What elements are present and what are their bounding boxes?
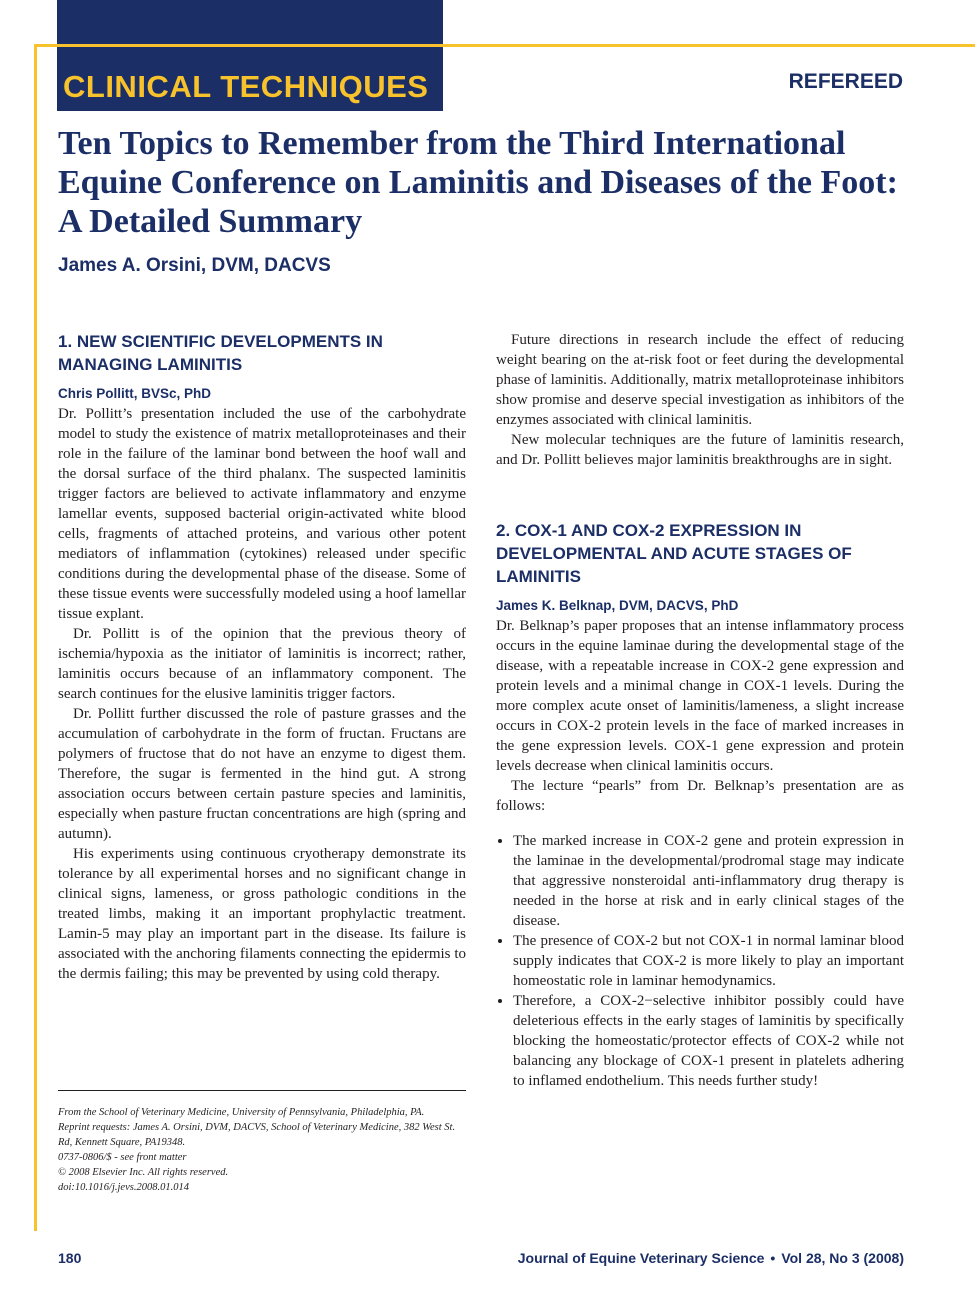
refereed-label: REFEREED (788, 70, 903, 93)
paragraph: Future directions in research include the effect of reducing weight bearing on the at-risk foot or feet during the developmental phase of laminitis. Additionally, matrix metalloproteinase inhibitors show promise and deserve special investigation as inhibitors of the enzymes associated with clinical laminitis. (496, 332, 904, 428)
gold-horizontal-rule (34, 44, 975, 47)
article-author: James A. Orsini, DVM, DACVS (58, 255, 331, 276)
page-number: 180 (58, 1250, 82, 1266)
paragraph: The lecture “pearls” from Dr. Belknap’s presentation are as follows: (496, 778, 904, 814)
section-1-heading: 1. NEW SCIENTIFIC DEVELOPMENTS IN MANAGING LAMINITIS (58, 332, 383, 374)
journal-name: Journal of Equine Veterinary Science (517, 1250, 765, 1266)
footnote-doi: doi:10.1016/j.jevs.2008.01.014 (58, 1182, 189, 1193)
footnote-copyright: © 2008 Elsevier Inc. All rights reserved. (58, 1167, 229, 1178)
section-2-presenter: James K. Belknap, DVM, DACVS, PhD (496, 598, 739, 613)
footnote-divider (58, 1090, 466, 1091)
footnote-reprint: Reprint requests: James A. Orsini, DVM, DACVS, School of Veterinary Medicine, 382 West St. Rd, Kennett Square, PA19348. (58, 1122, 456, 1148)
list-item: • The presence of COX-2 but not COX-1 in normal laminar blood supply indicates that COX-2 is more likely to play an important homeostatic role in laminar hemodynamics. (513, 931, 904, 991)
left-column (58, 330, 466, 984)
section-2-heading: 2. COX-1 AND COX-2 EXPRESSION IN DEVELOPMENTAL AND ACUTE STAGES OF LAMINITIS (496, 521, 852, 586)
section-banner (57, 0, 443, 111)
footnotes (58, 1105, 466, 1195)
article-title: Ten Topics to Remember from the Third International Equine Conference on Laminitis and Diseases of the Foot: A Detailed Summary (58, 125, 898, 240)
paragraph: Dr. Pollitt’s presentation included the use of the carbohydrate model to study the existence of matrix metalloproteinases and their role in the failure of the laminar bond between the hoof wall and the dorsal surface of the third phalanx. The suspected laminitis trigger factors are believed to activate inflammatory and enzyme lamellar events, supposed bacterial origin-activated white blood cells, fragments of attached proteins, and various other potent mediators of inflammation (cytokines) released under specific conditions during the developmental phase of the disease. Some of these tissue events were successfully modeled using a hoof lamellar tissue explant. (58, 406, 466, 622)
paragraph: Dr. Belknap’s paper proposes that an intense inflammatory process occurs in the equine laminae during the developmental stage of the disease, with a repeatable increase in COX-2 gene expression and protein levels and a minimal change in COX-1 levels. During the more complex acute onset of laminitis/lameness, a slight increase occurs in COX-2 protein levels in the face of marked increases in the gene expression levels. COX-1 gene expression and protein levels decrease when clinical laminitis occurs. (496, 618, 904, 774)
paragraph: Dr. Pollitt is of the opinion that the previous theory of ischemia/hypoxia as the initiator of laminitis is incorrect; rather, laminitis occurs because of an inflammatory component. The search continues for the elusive laminitis trigger factors. (58, 626, 466, 702)
pearls-list (496, 831, 904, 1091)
bullet-separator: • (770, 1250, 776, 1266)
paragraph: His experiments using continuous cryotherapy demonstrate its tolerance by all experimental horses and no significant change in clinical signs, lameness, or gross pathologic conditions in the treated limbs, making it an important prophylactic treatment. Lamin-5 may play an important part in the disease. Its failure is associated with the anchoring filaments connecting the epidermis to the dermis failing; this may be prevented by using cold therapy. (58, 846, 466, 982)
list-item: • Therefore, a COX-2−selective inhibitor possibly could have deleterious effects in the early stages of laminitis by specifically blocking the homeostatic/protector effects of COX-2 while not balancing any blockage of COX-1 present in platelets adhering to inflamed endothelium. This needs further study! (513, 991, 904, 1091)
paragraph: New molecular techniques are the future of laminitis research, and Dr. Pollitt believes major laminitis breakthroughs are in sight. (496, 432, 904, 468)
section-1-presenter: Chris Pollitt, BVSc, PhD (58, 386, 212, 401)
journal-footer (518, 1250, 904, 1266)
footnote-affiliation: From the School of Veterinary Medicine, University of Pennsylvania, Philadelphia, PA. (58, 1107, 425, 1118)
journal-volume: Vol 28, No 3 (2008) (781, 1250, 904, 1266)
footnote-issn: 0737-0806/$ - see front matter (58, 1152, 187, 1163)
section-label: CLINICAL TECHNIQUES (63, 69, 429, 104)
paragraph: Dr. Pollitt further discussed the role of pasture grasses and the accumulation of carbohydrate in the form of fructan. Fructans are polymers of fructose that do not have an enzyme to digest them. Therefore, the sugar is fermented in the hind gut. A strong association occurs between certain pasture species and laminitis, especially when pasture fructan concentrations are high (spring and autumn). (58, 706, 466, 842)
list-item: • The marked increase in COX-2 gene and protein expression in the laminae in the developmental/prodromal stage may indicate that aggressive nonsteroidal anti-inflammatory drug therapy is needed in the horse at risk and in early clinical stages of the disease. (513, 831, 904, 931)
right-column (496, 330, 904, 1091)
gold-vertical-rule (34, 44, 37, 1231)
